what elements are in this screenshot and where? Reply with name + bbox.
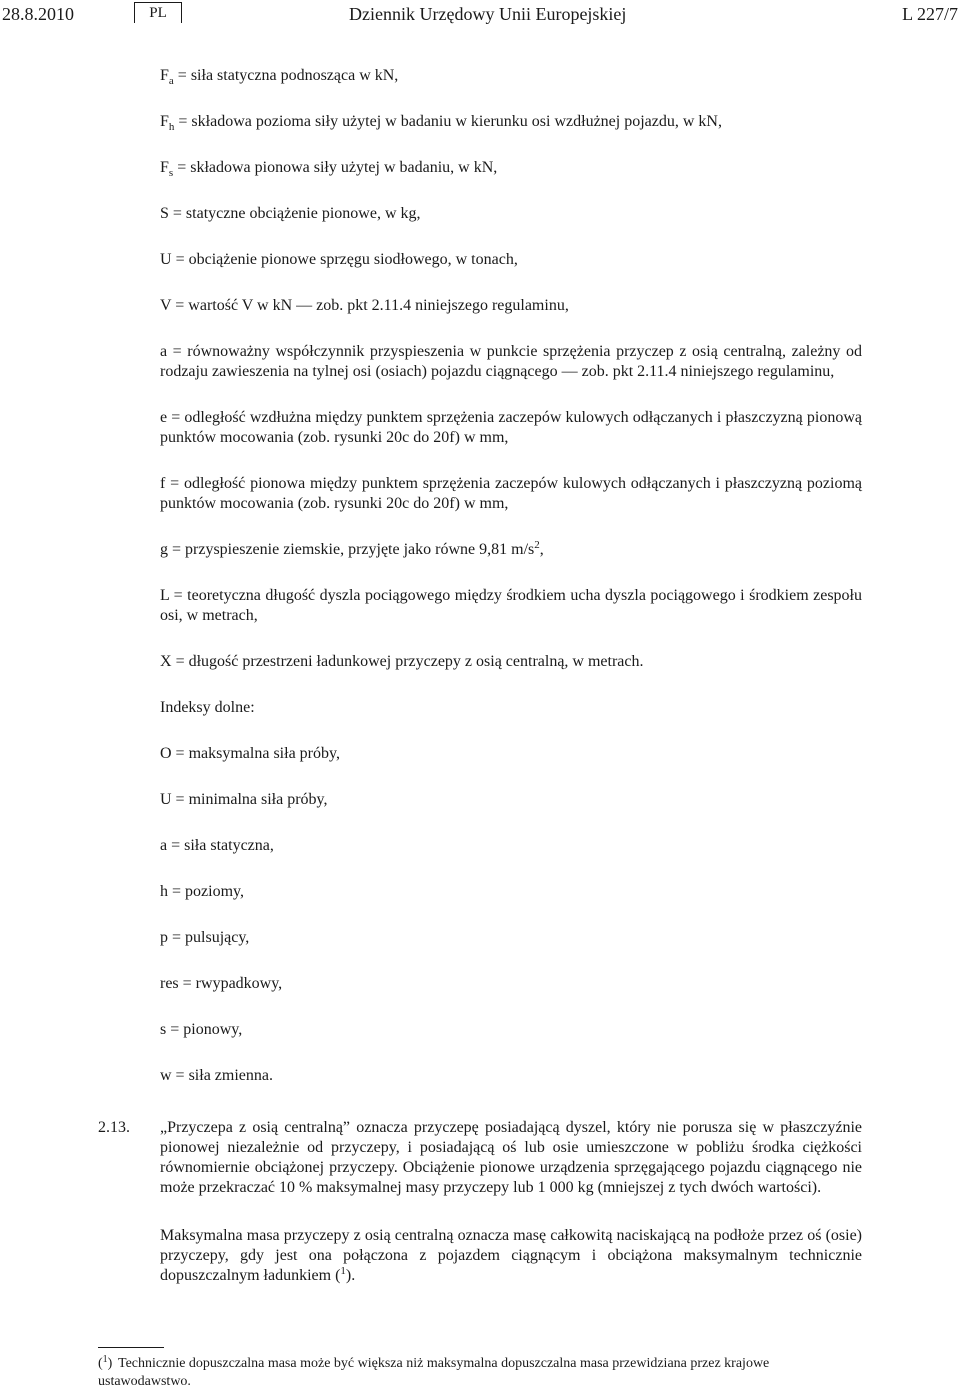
paragraph-2-text: Maksymalna masa przyczepy z osią centralną oznacza masę całkowitą naciskającą na podłoże przez oś (osie) przyczepy, gdy jest ona połączona z pojazdem ciągnącym i obciążona maksymalnym technicznie dopuszczalnym ładunkiem (: [160, 1227, 862, 1284]
definition-item: [160, 586, 862, 626]
definition-item: [160, 204, 862, 224]
definition-text: = wartość V w kN — zob. pkt 2.11.4 niniejszego regulaminu,: [171, 297, 569, 314]
definition-symbol: V: [160, 297, 172, 314]
subscript-item: U = minimalna siła próby,: [160, 791, 328, 808]
definition-item: [160, 342, 862, 382]
definition-subscript: h: [168, 121, 175, 133]
definition-symbol: U: [160, 251, 172, 268]
subscript-item: p = pulsujący,: [160, 929, 250, 946]
subscripts-list: [160, 744, 862, 1086]
definition-item: [160, 296, 862, 316]
definition-text: = obciążenie pionowe sprzęgu siodłowego, w tonach,: [171, 251, 518, 268]
definition-text: = przyspieszenie ziemskie, przyjęte jako równe 9,81 m/s: [168, 541, 535, 558]
definition-text: = teoretyczna długość dyszla pociągowego między środkiem ucha dyszla pociągowego i środkiem zespołu osi, w metrach,: [160, 587, 862, 624]
definition-text: = siła statyczna podnosząca w kN,: [173, 67, 399, 84]
definition-symbol: L: [160, 587, 170, 604]
subscript-item: w = siła zmienna.: [160, 1067, 273, 1084]
definitions-list: [160, 66, 862, 672]
definition-superscript: 2: [534, 539, 540, 551]
document-body: [98, 66, 862, 1314]
section-paragraph-2: [160, 1226, 862, 1286]
definition-symbol: X: [160, 653, 172, 670]
footnote: [98, 1355, 862, 1391]
section-number: 2.13.: [98, 1119, 130, 1136]
definition-item: [160, 540, 862, 560]
footnote-divider: [98, 1347, 164, 1348]
definition-symbol: F: [160, 113, 169, 130]
definition-subscript: a: [168, 75, 174, 87]
subscript-item: a = siła statyczna,: [160, 837, 274, 854]
definition-item: [160, 112, 862, 132]
definition-symbol: S: [160, 205, 169, 222]
page-number: L 227/7: [902, 4, 958, 24]
definition-text: = odległość wzdłużna między punktem sprzężenia zaczepów kulowych odłączanych i płaszczyzną pionową punktów mocowania (zob. rysunki 20c do 20f) w mm,: [160, 409, 862, 446]
definition-symbol: g: [160, 541, 168, 558]
definition-text: = składowa pozioma siły użytej w badaniu w kierunku osi wzdłużnej pojazdu, w kN,: [174, 113, 722, 130]
definition-text: = równoważny współczynnik przyspieszenia w punkcie sprzężenia przyczep z osią centralną, zależny od rodzaju zawieszenia na tylnej osi (osiach) pojazdu ciągnącego — zob. pkt 2.11.4 niniejszego regulaminu,: [160, 343, 862, 380]
section-2-13: [98, 1118, 862, 1286]
definition-subscript: s: [168, 167, 174, 179]
subscript-item: O = maksymalna siła próby,: [160, 745, 340, 762]
paragraph-2-end: ).: [345, 1267, 356, 1284]
section-paragraph-1: „Przyczepa z osią centralną” oznacza przyczepę posiadającą dyszel, który nie porusza się w płaszczyźnie pionowej niezależnie od przyczepy, i posiadającą oś lub osie umieszczone w pobliżu środka ciężkości równomiernie obciążonej przyczepy. Obciążenie pionowe urządzenia sprzęgającego pojazdu ciągnącego nie może przekraczać 10 % maksymalnej masy przyczepy lub 1 000 kg (mniejszej z tych dwóch wartości).: [160, 1119, 862, 1196]
definition-text: = składowa pionowa siły użytej w badaniu, w kN,: [173, 159, 498, 176]
journal-title: Dziennik Urzędowy Unii Europejskiej: [349, 4, 627, 24]
subscript-item: s = pionowy,: [160, 1021, 243, 1038]
definition-symbol: F: [160, 159, 169, 176]
definition-symbol: a: [160, 343, 168, 360]
definition-item: [160, 250, 862, 270]
publication-date: 28.8.2010: [2, 4, 74, 24]
definition-text: = długość przestrzeni ładunkowej przyczepy z osią centralną, w metrach.: [171, 653, 644, 670]
subscript-item: h = poziomy,: [160, 883, 244, 900]
footnote-reference[interactable]: 1: [340, 1265, 346, 1277]
definition-text: = odległość pionowa między punktem sprzężenia zaczepów kulowych odłączanych i płaszczyzną poziomą punktów mocowania (zob. rysunki 20c do 20f) w mm,: [160, 475, 862, 512]
page-header: [0, 0, 960, 30]
definition-suffix: ,: [539, 541, 544, 558]
definition-text: = statyczne obciążenie pionowe, w kg,: [168, 205, 421, 222]
definition-symbol: F: [160, 67, 169, 84]
footnote-text: Technicznie dopuszczalna masa może być większa niż maksymalna dopuszczalna masa przewidziana przez krajowe ustawodawstwo.: [98, 1356, 770, 1389]
definition-item: [160, 652, 862, 672]
footnote-marker: ($^1$): [98, 1354, 113, 1371]
definition-item: [160, 474, 862, 514]
definition-item: [160, 158, 862, 178]
language-tab: PL: [134, 2, 182, 23]
definition-symbol: e: [160, 409, 168, 426]
definition-symbol: f: [160, 475, 166, 492]
subscripts-heading: Indeksy dolne:: [160, 699, 255, 716]
subscript-item: res = rwypadkowy,: [160, 975, 283, 992]
definition-item: [160, 408, 862, 448]
definition-item: [160, 66, 862, 86]
